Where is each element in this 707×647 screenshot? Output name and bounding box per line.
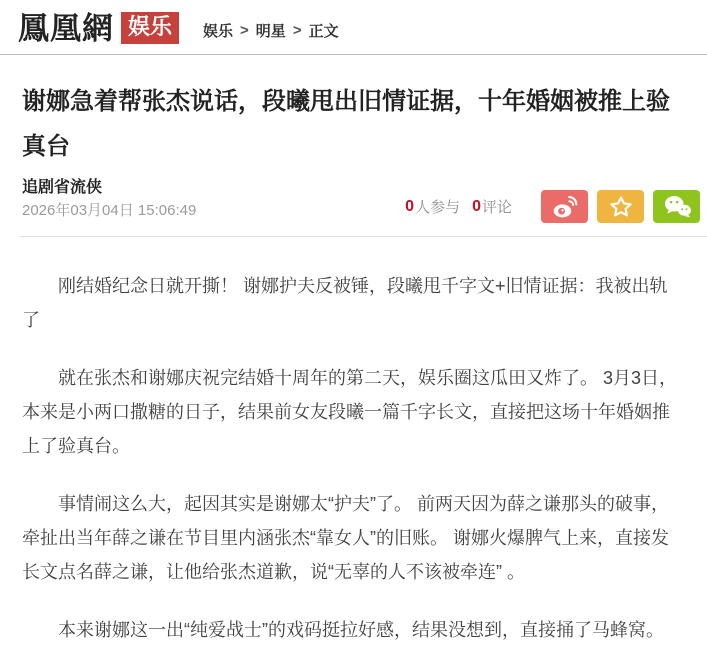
wechat-icon	[662, 194, 692, 220]
article-title: 谢娜急着帮张杰说话，段曦甩出旧情证据，十年婚姻被推上验真台	[22, 88, 670, 160]
breadcrumb-separator: >	[240, 21, 249, 39]
breadcrumb-item-channel[interactable]: 娱乐	[203, 22, 234, 40]
article-stats	[405, 196, 512, 217]
comments-stat[interactable]	[472, 196, 512, 217]
site-header	[0, 0, 707, 55]
breadcrumb-separator: >	[292, 21, 302, 39]
comments-count: 0	[472, 197, 481, 215]
article-paragraph: 就在张杰和谢娜庆祝完结婚十周年的第二天，娱乐圈这瓜田又炸了。 3月3日，本来是小两口撒糖的日子，结果前女友段曦一篇千字长文，直接把这场十年婚姻推上了验真台。	[22, 368, 678, 456]
share-block	[405, 190, 700, 223]
article-meta	[22, 178, 700, 223]
share-wechat-button[interactable]	[653, 190, 700, 223]
comments-label: 评论	[481, 199, 512, 216]
participants-label: 人参与	[415, 199, 461, 216]
participants-count: 0	[405, 197, 415, 215]
site-logo[interactable]: 鳳凰網	[18, 10, 114, 46]
star-icon	[608, 194, 634, 220]
participants-stat[interactable]	[405, 196, 460, 217]
author-block	[22, 178, 196, 220]
weibo-icon	[550, 193, 580, 220]
article-paragraph: 本来谢娜这一出“纯爱战士”的戏码挺拉好感，结果没想到，直接捅了马蜂窝。	[58, 620, 664, 640]
author-name: 追剧省流侠	[22, 179, 103, 196]
share-weibo-button[interactable]	[541, 190, 588, 223]
article-body	[0, 237, 707, 647]
channel-badge[interactable]: 娱乐	[121, 12, 179, 44]
share-favorite-button[interactable]	[597, 190, 644, 223]
article-paragraph: 事情闹这么大，起因其实是谢娜太“护夫”了。 前两天因为薛之谦那头的破事，牵扯出当年薛之谦在节目里内涵张杰“靠女人”的旧账。 谢娜火爆脾气上来，直接发长文点名薛之谦，让他给张杰道歉，说“无辜的人不该被牵连” 。	[22, 494, 669, 582]
article-paragraph: 刚结婚纪念日就开撕！ 谢娜护夫反被锤，段曦甩千字文+旧情证据：我被出轨了	[22, 276, 668, 330]
publish-date: 2026年03月04日 15:06:49	[22, 202, 197, 219]
breadcrumb-item-section[interactable]: 明星	[255, 22, 286, 40]
breadcrumb	[203, 20, 339, 41]
breadcrumb-item-current: 正文	[308, 22, 339, 40]
